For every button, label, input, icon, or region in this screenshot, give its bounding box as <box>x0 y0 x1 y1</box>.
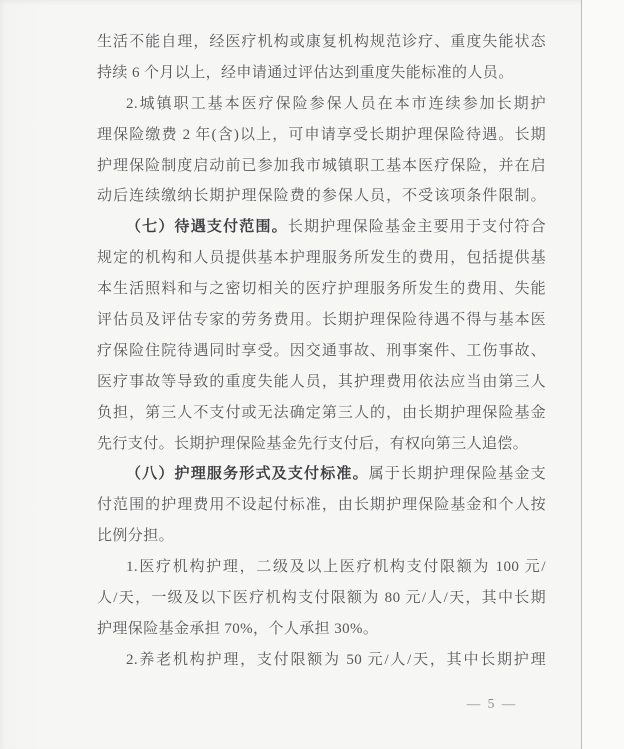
document-line <box>97 181 546 212</box>
text-run: 疗保险住院待遇同时享受。因交通事故、刑事案件、工伤事故、 <box>97 342 546 359</box>
text-run: 1.医疗机构护理，二级及以上医疗机构支付限额为 100 元/ <box>126 559 546 576</box>
text-run: 长期护理保险基金主要用于支付符合 <box>287 219 546 236</box>
text-run: 评估员及评估专家的劳务费用。长期护理保险待遇不得与基本医 <box>97 312 546 329</box>
page-number: — 5 — <box>466 696 518 711</box>
document-line <box>97 120 546 151</box>
text-run: 护理保险制度启动前已参加我市城镇职工基本医疗保险，并在启 <box>97 157 546 174</box>
document-line <box>97 89 546 120</box>
bold-heading-run: （八）护理服务形式及支付标准。 <box>126 466 369 483</box>
document-line <box>97 243 546 274</box>
document-line <box>97 58 546 89</box>
text-run: 生活不能自理，经医疗机构或康复机构规范诊疗、重度失能状态 <box>97 34 546 50</box>
text-run: 比例分担。 <box>97 528 175 545</box>
document-lines <box>97 27 546 676</box>
document-line <box>97 583 546 614</box>
document-line <box>97 490 546 521</box>
text-run: 理保险缴费 2 年(含)以上，可申请享受长期护理保险待遇。长期 <box>97 126 546 143</box>
document-line <box>97 398 546 429</box>
page-right-margin-band <box>582 0 624 749</box>
document-line <box>97 459 546 490</box>
text-run: 护理保险基金承担 70%，个人承担 30%。 <box>97 620 379 637</box>
document-line <box>97 305 546 336</box>
document-line <box>97 212 546 243</box>
document-line <box>97 521 546 552</box>
document-line <box>97 367 546 398</box>
page-edge-fold-line <box>581 0 582 749</box>
document-line <box>97 429 546 460</box>
text-run: 2.城镇职工基本医疗保险参保人员在本市连续参加长期护 <box>126 95 546 112</box>
bold-heading-run: （七）待遇支付范围。 <box>126 219 288 236</box>
text-run: 2.养老机构护理，支付限额为 50 元/人/天，其中长期护理 <box>126 651 546 668</box>
document-line <box>97 151 546 182</box>
text-run: 动后连续缴纳长期护理保险费的参保人员，不受该项条件限制。 <box>97 188 546 205</box>
text-run: 负担，第三人不支付或无法确定第三人的，由长期护理保险基金 <box>97 404 546 421</box>
document-line <box>97 552 546 583</box>
text-run: 付范围的护理费用不设起付标准，由长期护理保险基金和个人按 <box>97 497 546 514</box>
document-line <box>97 645 546 676</box>
text-run: 先行支付。长期护理保险基金先行支付后，有权向第三人追偿。 <box>97 435 529 452</box>
document-line <box>97 274 546 305</box>
document-line <box>97 27 546 58</box>
text-run: 属于长期护理保险基金支 <box>368 466 546 483</box>
text-run: 人/天，一级及以下医疗机构支付限额为 80 元/人/天，其中长期 <box>97 590 546 607</box>
document-line <box>97 614 546 645</box>
text-run: 本生活照料和与之密切相关的医疗护理服务所发生的费用、失能 <box>97 281 546 298</box>
text-run: 规定的机构和人员提供基本护理服务所发生的费用，包括提供基 <box>97 250 546 267</box>
document-line <box>97 336 546 367</box>
text-run: 医疗事故等导致的重度失能人员，其护理费用依法应当由第三人 <box>97 373 546 390</box>
text-run: 持续 6 个月以上，经申请通过评估达到重度失能标准的人员。 <box>97 64 514 81</box>
